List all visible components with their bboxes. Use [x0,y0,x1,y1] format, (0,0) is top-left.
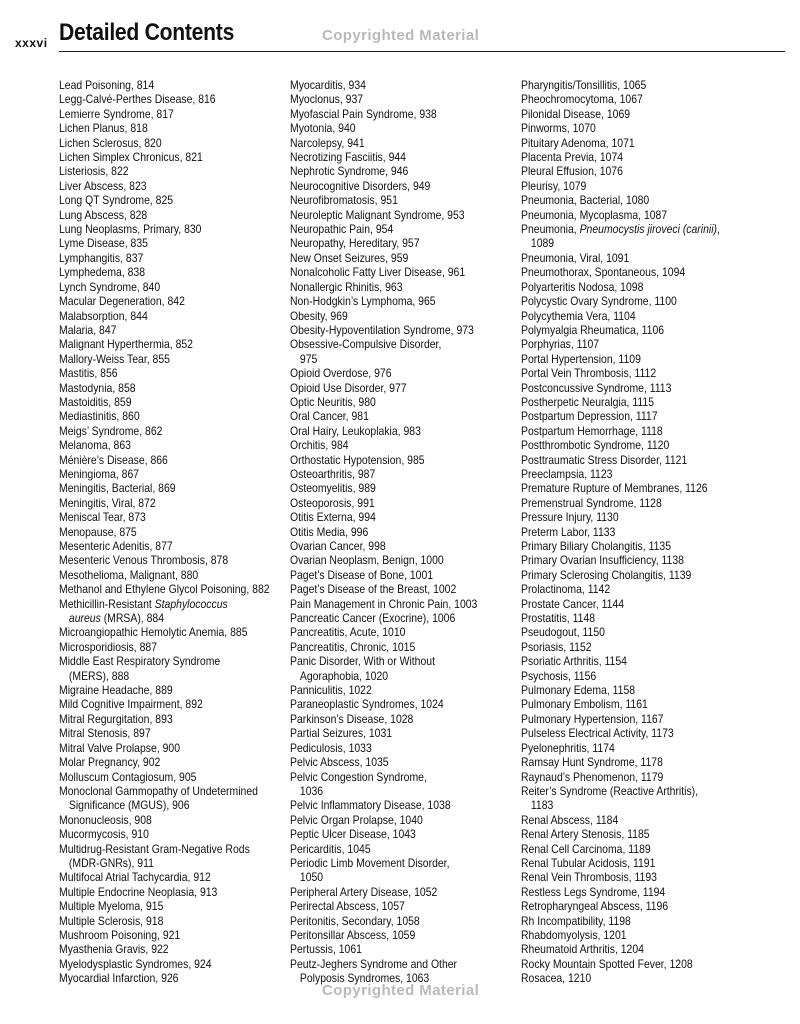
toc-entry: Peritonsillar Abscess, 1059 [290,928,416,942]
toc-entry: Optic Neuritis, 980 [290,395,376,409]
toc-entry: Legg-Calvé-Perthes Disease, 816 [59,93,216,107]
watermark-bottom: Copyrighted Material [322,982,480,999]
toc-entry-continuation: 1183 [530,799,554,813]
toc-entry: Raynaud’s Phenomenon, 1179 [521,770,664,784]
toc-entry: Mitral Stenosis, 897 [59,727,151,741]
toc-entry: Lung Neoplasms, Primary, 830 [59,223,202,237]
toc-entry: Meigs’ Syndrome, 862 [59,424,163,438]
toc-entry: Peutz-Jeghers Syndrome and Other [290,957,458,971]
toc-entry: Pelvic Congestion Syndrome, [290,770,427,784]
toc-entry: Posttraumatic Stress Disorder, 1121 [521,453,688,467]
toc-entry: Nonalcoholic Fatty Liver Disease, 961 [290,266,466,280]
toc-entry: Psoriasis, 1152 [521,640,592,654]
toc-entry: Pulmonary Edema, 1158 [521,684,636,698]
toc-entry: Opioid Overdose, 976 [290,367,392,381]
toc-entry: Lymphangitis, 837 [59,251,144,265]
toc-entry: Ramsay Hunt Syndrome, 1178 [521,756,663,770]
toc-entry: Malignant Hyperthermia, 852 [59,338,193,352]
toc-entry: Meniscal Tear, 873 [59,511,146,525]
toc-entry: Mononucleosis, 908 [59,813,152,827]
toc-entry: Macular Degeneration, 842 [59,295,185,309]
toc-entry: Neurocognitive Disorders, 949 [290,179,431,193]
toc-entry: Meningitis, Viral, 872 [59,496,156,510]
contents-column-3 [521,79,742,987]
toc-entry: Panniculitis, 1022 [290,684,372,698]
toc-entry: Methanol and Ethylene Glycol Poisoning, 882 [59,583,270,597]
toc-entry: Reiter’s Syndrome (Reactive Arthritis), [521,784,699,798]
toc-entry: Meningioma, 867 [59,467,140,481]
toc-entry: Pneumothorax, Spontaneous, 1094 [521,266,686,280]
toc-entry: Prolactinoma, 1142 [521,583,611,597]
toc-entry: Orthostatic Hypotension, 985 [290,453,425,467]
toc-entry: Lymphedema, 838 [59,266,146,280]
toc-entry: Pulmonary Hypertension, 1167 [521,712,664,726]
toc-entry: Prostatitis, 1148 [521,612,596,626]
toc-entry: Obesity, 969 [290,309,348,323]
toc-entry: Lichen Sclerosus, 820 [59,136,162,150]
toc-entry: Panic Disorder, With or Without [290,655,435,669]
toc-entry: Rosacea, 1210 [521,972,592,986]
toc-entry: Primary Biliary Cholangitis, 1135 [521,540,672,553]
toc-entry: Necrotizing Fasciitis, 944 [290,151,406,165]
toc-entry: Lyme Disease, 835 [59,237,148,251]
toc-entry: Myocardial Infarction, 926 [59,972,179,986]
toc-entry: Malabsorption, 844 [59,309,148,323]
toc-entry-continuation: aureus (MRSA), 884 [68,612,165,626]
toc-entry: Placenta Previa, 1074 [521,151,624,165]
toc-entry: Preterm Labor, 1133 [521,525,616,539]
toc-entry: Partial Seizures, 1031 [290,727,393,741]
toc-entry: Lung Abscess, 828 [59,208,148,222]
toc-entry: Methicillin-Resistant Staphylococcus [59,597,228,611]
toc-entry: Otitis Externa, 994 [290,511,376,525]
toc-entry: Portal Vein Thrombosis, 1112 [521,367,657,381]
toc-entry: Obsessive-Compulsive Disorder, [290,338,442,352]
toc-entry: Myotonia, 940 [290,122,356,136]
toc-entry: Pleural Effusion, 1076 [521,165,623,179]
toc-entry: Mucormycosis, 910 [59,828,149,842]
toc-entry: Neurofibromatosis, 951 [290,194,398,208]
toc-entry: Pericarditis, 1045 [290,842,371,856]
toc-entry: Mastodynia, 858 [59,381,136,395]
toc-entry: Molluscum Contagiosum, 905 [59,770,197,784]
toc-entry: Pneumonia, Pneumocystis jiroveci (carinii), [521,223,720,237]
toc-entry: Multidrug-Resistant Gram-Negative Rods [59,842,250,856]
toc-entry-continuation: 1036 [299,784,324,798]
toc-entry: Paget’s Disease of Bone, 1001 [290,568,434,582]
toc-entry: Perirectal Abscess, 1057 [290,900,405,914]
toc-entry: Polycythemia Vera, 1104 [521,309,636,323]
toc-entry: Primary Sclerosing Cholangitis, 1139 [521,568,692,582]
toc-entry: Primary Ovarian Insufficiency, 1138 [521,554,684,568]
toc-entry: Peripheral Artery Disease, 1052 [290,885,438,899]
toc-entry: Microangiopathic Hemolytic Anemia, 885 [59,626,248,640]
toc-entry: Parkinson’s Disease, 1028 [290,712,414,726]
toc-entry: Portal Hypertension, 1109 [521,352,641,366]
toc-entry: Neuroleptic Malignant Syndrome, 953 [290,208,465,222]
toc-entry: Paget’s Disease of the Breast, 1002 [290,583,457,597]
toc-entry: Listeriosis, 822 [59,165,129,179]
toc-entry: Ovarian Neoplasm, Benign, 1000 [290,554,444,568]
toc-entry-continuation: Polyposis Syndromes, 1063 [299,972,430,986]
toc-entry: Pelvic Organ Prolapse, 1040 [290,813,423,827]
toc-entry: Middle East Respiratory Syndrome [59,655,221,669]
toc-entry: Pneumonia, Bacterial, 1080 [521,194,650,208]
toc-entry: Retropharyngeal Abscess, 1196 [521,900,669,914]
toc-entry: Renal Tubular Acidosis, 1191 [521,856,656,870]
toc-entry: Pancreatic Cancer (Exocrine), 1006 [290,612,456,626]
toc-entry: Malaria, 847 [59,323,117,337]
toc-entry: Osteomyelitis, 989 [290,482,376,496]
contents-column-2 [290,79,498,987]
toc-entry: Nephrotic Syndrome, 946 [290,165,409,179]
watermark-top: Copyrighted Material [322,27,480,44]
toc-entry: Pelvic Abscess, 1035 [290,756,389,770]
toc-entry: Pressure Injury, 1130 [521,511,619,525]
toc-entry: Non-Hodgkin’s Lymphoma, 965 [290,295,436,309]
toc-entry: Myelodysplastic Syndromes, 924 [59,957,212,971]
toc-entry-continuation: Agoraphobia, 1020 [299,669,389,683]
toc-entry: Oral Cancer, 981 [290,410,369,424]
toc-entry: Ménière’s Disease, 866 [59,453,168,467]
toc-entry: Renal Cell Carcinoma, 1189 [521,842,651,856]
toc-entry: Mallory-Weiss Tear, 855 [59,352,170,366]
toc-entry: New Onset Seizures, 959 [290,251,409,265]
toc-entry: Mastitis, 856 [59,367,118,381]
toc-entry: Nonallergic Rhinitis, 963 [290,280,403,294]
toc-entry: Multiple Endocrine Neoplasia, 913 [59,885,218,899]
toc-entry: Pharyngitis/Tonsillitis, 1065 [521,79,647,92]
toc-entry: Liver Abscess, 823 [59,179,147,193]
toc-entry: Pyelonephritis, 1174 [521,741,615,755]
toc-entry: Meningitis, Bacterial, 869 [59,482,176,496]
toc-entry: Mitral Regurgitation, 893 [59,712,173,726]
toc-entry: Premature Rupture of Membranes, 1126 [521,482,708,496]
toc-entry: Pituitary Adenoma, 1071 [521,136,635,150]
toc-entry: Pulseless Electrical Activity, 1173 [521,727,674,741]
toc-entry: Neuropathic Pain, 954 [290,223,394,237]
toc-entry: Pheochromocytoma, 1067 [521,93,643,107]
toc-entry-continuation: 1050 [299,871,324,885]
toc-entry: Preeclampsia, 1123 [521,467,613,481]
toc-entry: Oral Hairy, Leukoplakia, 983 [290,424,421,438]
toc-entry: Orchitis, 984 [290,439,349,453]
toc-entry: Peritonitis, Secondary, 1058 [290,914,420,928]
toc-entry: Polycystic Ovary Syndrome, 1100 [521,295,677,309]
toc-entry: Mesenteric Adenitis, 877 [59,540,173,553]
toc-entry: Pilonidal Disease, 1069 [521,107,631,121]
toc-entry: Opioid Use Disorder, 977 [290,381,407,395]
toc-entry: Myasthenia Gravis, 922 [59,943,169,957]
toc-entry: Porphyrias, 1107 [521,338,600,352]
toc-entry: Prostate Cancer, 1144 [521,597,625,611]
toc-entry: Renal Abscess, 1184 [521,813,619,827]
toc-entry: Multiple Sclerosis, 918 [59,914,164,928]
toc-entry: Multiple Myeloma, 915 [59,900,164,914]
toc-entry: Restless Legs Syndrome, 1194 [521,885,666,899]
toc-entry: Pneumonia, Mycoplasma, 1087 [521,208,668,222]
toc-entry: Mastoiditis, 859 [59,395,132,409]
toc-entry-continuation: 975 [299,352,318,366]
toc-entry: Melanoma, 863 [59,439,131,453]
toc-entry: Myocarditis, 934 [290,79,366,92]
toc-entry: Microsporidiosis, 887 [59,640,158,654]
toc-entry: Postherpetic Neuralgia, 1115 [521,395,655,409]
toc-entry: Paraneoplastic Syndromes, 1024 [290,698,444,712]
toc-entry: Psychosis, 1156 [521,669,597,683]
toc-entry: Migraine Headache, 889 [59,684,173,698]
toc-entry: Pertussis, 1061 [290,943,362,957]
toc-entry: Pain Management in Chronic Pain, 1003 [290,597,478,611]
toc-entry: Lynch Syndrome, 840 [59,280,161,294]
toc-entry: Lichen Planus, 818 [59,122,148,136]
toc-entry: Molar Pregnancy, 902 [59,756,161,770]
toc-entry: Rocky Mountain Spotted Fever, 1208 [521,957,693,971]
toc-entry: Psoriatic Arthritis, 1154 [521,655,627,669]
header-rule [59,51,785,52]
toc-entry: Mitral Valve Prolapse, 900 [59,741,181,755]
toc-entry: Rhabdomyolysis, 1201 [521,928,627,942]
toc-entry: Mushroom Poisoning, 921 [59,928,181,942]
toc-entry: Pancreatitis, Chronic, 1015 [290,640,416,654]
toc-entry: Myofascial Pain Syndrome, 938 [290,107,437,121]
toc-entry: Postthrombotic Syndrome, 1120 [521,439,670,453]
page-title: Detailed Contents [59,19,235,46]
toc-entry: Lichen Simplex Chronicus, 821 [59,151,203,165]
toc-entry: Polyarteritis Nodosa, 1098 [521,280,644,294]
toc-entry: Premenstrual Syndrome, 1128 [521,496,662,510]
toc-entry: Lemierre Syndrome, 817 [59,107,174,121]
toc-entry: Otitis Media, 996 [290,525,369,539]
toc-entry: Pleurisy, 1079 [521,179,587,193]
toc-entry: Menopause, 875 [59,525,137,539]
toc-entry: Pinworms, 1070 [521,122,596,136]
toc-entry: Renal Vein Thrombosis, 1193 [521,871,657,885]
toc-entry: Osteoarthritis, 987 [290,467,376,481]
toc-entry: Rh Incompatibility, 1198 [521,914,631,928]
toc-entry: Mesenteric Venous Thrombosis, 878 [59,554,229,568]
page-number: xxxvi [15,36,48,50]
toc-entry: Polymyalgia Rheumatica, 1106 [521,323,665,337]
toc-entry: Pelvic Inflammatory Disease, 1038 [290,799,451,813]
toc-entry: Postpartum Hemorrhage, 1118 [521,424,663,438]
toc-entry: Narcolepsy, 941 [290,136,365,150]
toc-entry-continuation: (MERS), 888 [68,669,130,683]
toc-entry: Osteoporosis, 991 [290,496,375,510]
toc-entry: Pancreatitis, Acute, 1010 [290,626,406,640]
toc-entry: Mild Cognitive Impairment, 892 [59,698,203,712]
toc-entry-continuation: 1089 [530,237,555,251]
toc-entry: Pseudogout, 1150 [521,626,605,640]
toc-entry: Pulmonary Embolism, 1161 [521,698,648,712]
toc-entry: Monoclonal Gammopathy of Undetermined [59,784,258,798]
toc-entry: Lead Poisoning, 814 [59,79,155,92]
toc-entry-continuation: (MDR-GNRs), 911 [68,856,154,870]
toc-entry: Mediastinitis, 860 [59,410,140,424]
toc-entry: Multifocal Atrial Tachycardia, 912 [59,871,211,885]
contents-column-1 [59,79,293,987]
toc-entry-continuation: Significance (MGUS), 906 [68,799,190,813]
toc-entry: Peptic Ulcer Disease, 1043 [290,828,416,842]
toc-entry: Pediculosis, 1033 [290,741,372,755]
toc-entry: Ovarian Cancer, 998 [290,540,386,553]
toc-entry: Rheumatoid Arthritis, 1204 [521,943,644,957]
toc-entry: Renal Artery Stenosis, 1185 [521,828,650,842]
toc-entry: Obesity-Hypoventilation Syndrome, 973 [290,323,474,337]
toc-entry: Neuropathy, Hereditary, 957 [290,237,420,251]
toc-entry: Periodic Limb Movement Disorder, [290,856,450,870]
toc-entry: Pneumonia, Viral, 1091 [521,251,630,265]
toc-entry: Long QT Syndrome, 825 [59,194,174,208]
toc-entry: Myoclonus, 937 [290,93,364,107]
toc-entry: Postpartum Depression, 1117 [521,410,658,424]
toc-entry: Mesothelioma, Malignant, 880 [59,568,199,582]
toc-entry: Postconcussive Syndrome, 1113 [521,381,672,395]
